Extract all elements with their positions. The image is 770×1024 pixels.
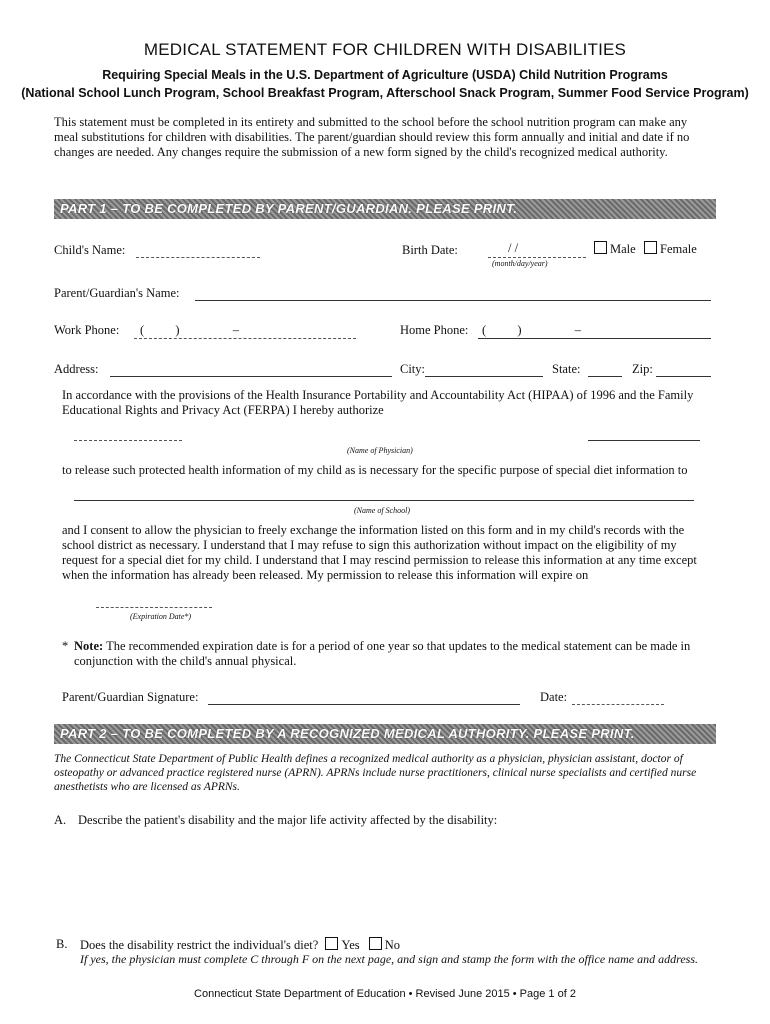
zip-label: Zip:: [632, 362, 653, 376]
note-label: Note:: [74, 639, 104, 653]
state-field[interactable]: [588, 376, 622, 377]
child-name-field[interactable]: [136, 257, 260, 258]
form-subtitle-line1: Requiring Special Meals in the U.S. Department of Agriculture (USDA) Child Nutrition Programs: [102, 68, 668, 82]
female-option[interactable]: [644, 241, 697, 257]
signature-date-label: Date:: [540, 690, 568, 704]
physician-name-field[interactable]: [74, 440, 182, 441]
medical-authority-definition: The Connecticut State Department of Public Health defines a recognized medical authority as a physician, physician assistant, doctor of osteopathy or advanced practice registered nurse (APRN). APRNs include nurse practitioners, clinical nurse specialists and certified nurse anesthetists who are licensed as APRNs.: [54, 753, 697, 793]
city-field[interactable]: [425, 376, 543, 377]
school-caption: (Name of School): [354, 506, 410, 515]
signature-label: Parent/Guardian Signature:: [62, 690, 199, 704]
home-phone-field[interactable]: [478, 338, 711, 339]
yes-checkbox[interactable]: [325, 937, 338, 950]
no-checkbox[interactable]: [369, 937, 382, 950]
birth-date-slashes: / /: [508, 241, 519, 255]
question-b-row: [80, 937, 400, 953]
parent-name-label: Parent/Guardian's Name:: [54, 286, 180, 300]
form-subtitle-line2: (National School Lunch Program, School Breakfast Program, Afterschool Snack Program, Summer Food Service Program): [21, 86, 749, 100]
intro-paragraph: This statement must be completed in its entirety and submitted to the school before the school nutrition program can make any meal substitutions for children with disabilities. The parent/guardian should review this form annually and initial and date if no changes are needed. Any changes require the submission of a new form signed by the child's recognized medical authority.: [54, 115, 690, 159]
question-b-letter: B.: [56, 937, 68, 951]
physician-name-field-end[interactable]: [588, 440, 700, 441]
hipaa-authorization-text: In accordance with the provisions of the Health Insurance Portability and Accountability Act (HIPAA) of 1996 and the Family Educational Rights and Privacy Act (FERPA) I hereby authorize: [62, 388, 694, 417]
physician-caption: (Name of Physician): [347, 446, 413, 455]
signature-field[interactable]: [208, 704, 520, 705]
question-a-letter: A.: [54, 813, 67, 827]
birth-date-format: (month/day/year): [492, 259, 548, 268]
home-phone-label: Home Phone:: [400, 323, 469, 337]
home-phone-format: ( ) –: [482, 323, 581, 337]
birth-date-field[interactable]: [488, 257, 586, 258]
work-phone-format: ( ) –: [140, 323, 239, 337]
part2-heading-bar: [54, 724, 716, 744]
question-b-text: Does the disability restrict the individual's diet?: [80, 938, 319, 952]
address-field[interactable]: [110, 376, 392, 377]
expiration-caption: (Expiration Date*): [130, 612, 192, 621]
form-title: MEDICAL STATEMENT FOR CHILDREN WITH DISABILITIES: [143, 40, 627, 59]
male-label: Male: [610, 242, 636, 256]
child-name-label: Child's Name:: [54, 243, 126, 257]
work-phone-field[interactable]: [134, 338, 356, 339]
question-b-note: If yes, the physician must complete C through F on the next page, and sign and stamp the form with the office name and address.: [80, 952, 699, 966]
part1-heading-bar: [54, 199, 716, 219]
consent-text: and I consent to allow the physician to freely exchange the information listed on this form and in my child's records with the school district as necessary. I understand that I may refuse to sign this authorization without impact on the eligibility of my request for a special diet for my child. I understand that I may rescind permission to release this information at any time except when the information has already been released. My permission to release this information will expire on: [62, 523, 697, 582]
part2-heading: PART 2 – TO BE COMPLETED BY A RECOGNIZED MEDICAL AUTHORITY. PLEASE PRINT.: [60, 726, 635, 741]
part1-heading: PART 1 – TO BE COMPLETED BY PARENT/GUARDIAN. PLEASE PRINT.: [60, 201, 518, 216]
no-label: No: [384, 938, 401, 952]
male-checkbox[interactable]: [594, 241, 607, 254]
work-phone-label: Work Phone:: [54, 323, 120, 337]
birth-date-label: Birth Date:: [402, 243, 458, 257]
expiration-date-field[interactable]: [96, 607, 212, 608]
question-a-text: Describe the patient's disability and the major life activity affected by the disability:: [78, 813, 498, 827]
male-option[interactable]: [594, 241, 636, 257]
note-bullet: *: [62, 639, 69, 653]
note-block: [74, 639, 702, 669]
zip-field[interactable]: [656, 376, 711, 377]
page-footer: Connecticut State Department of Education • Revised June 2015 • Page 1 of 2: [194, 988, 576, 1000]
note-text: The recommended expiration date is for a period of one year so that updates to the medical statement can be made in conjunction with the child's annual physical.: [74, 639, 691, 668]
state-label: State:: [552, 362, 581, 376]
yes-label: Yes: [341, 938, 360, 952]
female-label: Female: [660, 242, 697, 256]
address-label: Address:: [54, 362, 99, 376]
city-label: City:: [400, 362, 426, 376]
release-text: to release such protected health information of my child as is necessary for the specific purpose of special diet information to: [62, 463, 688, 477]
parent-name-field[interactable]: [195, 300, 711, 301]
school-name-field[interactable]: [74, 500, 694, 501]
female-checkbox[interactable]: [644, 241, 657, 254]
signature-date-field[interactable]: [572, 704, 664, 705]
question-a-answer-area[interactable]: [78, 832, 708, 928]
